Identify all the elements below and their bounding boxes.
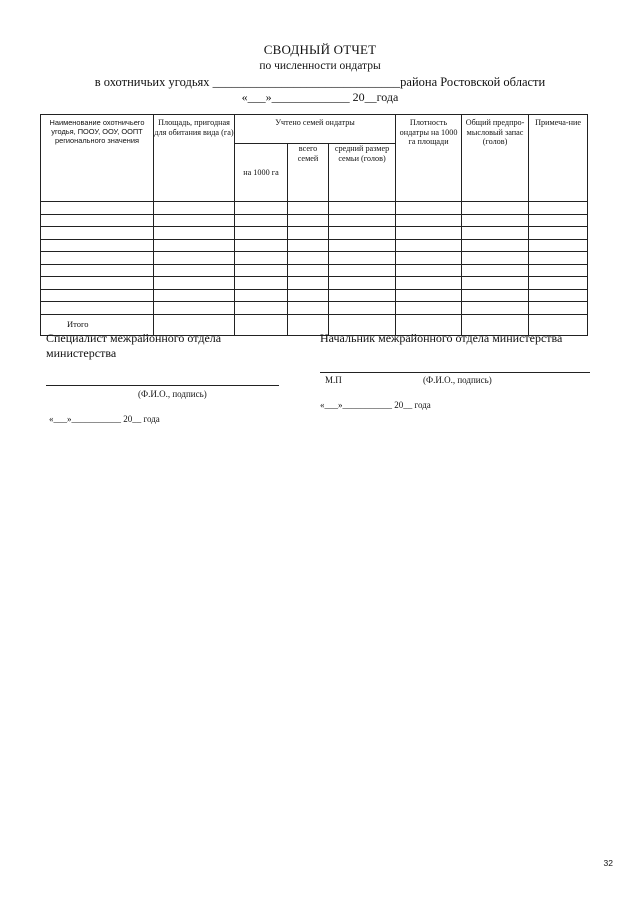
- table-cell: [41, 214, 154, 227]
- report-table: [40, 114, 588, 336]
- table-cell: [288, 252, 329, 265]
- table-cell: [154, 277, 235, 290]
- table-cell: [396, 202, 462, 215]
- table-cell: [396, 227, 462, 240]
- table-cell: [329, 214, 396, 227]
- table-row: [41, 289, 588, 302]
- total-label: Итого: [41, 314, 154, 335]
- table-cell: [462, 264, 529, 277]
- table-row: [41, 252, 588, 265]
- table-cell: [396, 214, 462, 227]
- table-row: [41, 302, 588, 315]
- header-name: Наименование охотничьего угодья, ПООУ, ООУ, ООПТ регионального значения: [49, 118, 145, 145]
- mp-label: М.П: [325, 375, 342, 385]
- table-cell: [288, 239, 329, 252]
- table-cell: [396, 277, 462, 290]
- table-cell: [529, 289, 588, 302]
- table-cell: [529, 252, 588, 265]
- table-cell: [288, 277, 329, 290]
- table-cell: [154, 227, 235, 240]
- table-cell: [288, 264, 329, 277]
- table-cell: [329, 239, 396, 252]
- left-signature-line: [46, 385, 279, 386]
- header-total: всего семей: [297, 144, 319, 163]
- table-row: [41, 214, 588, 227]
- table-cell: [529, 227, 588, 240]
- table-cell: [288, 302, 329, 315]
- table-cell: [529, 277, 588, 290]
- table-cell: [529, 302, 588, 315]
- table-cell: [462, 252, 529, 265]
- table-cell: [329, 227, 396, 240]
- table-cell: [154, 302, 235, 315]
- table-cell: [462, 239, 529, 252]
- header-note: Примеча-ние: [535, 118, 581, 127]
- right-signer-title: Начальник межрайонного отдела министерства: [320, 331, 563, 345]
- table-cell: [41, 202, 154, 215]
- table-cell: [529, 214, 588, 227]
- table-row: [41, 227, 588, 240]
- table-cell: [396, 239, 462, 252]
- table-cell: [41, 302, 154, 315]
- table-cell: [529, 202, 588, 215]
- table-cell: [329, 277, 396, 290]
- table-row: [41, 277, 588, 290]
- table-cell: [235, 252, 288, 265]
- table-cell: [462, 214, 529, 227]
- table-cell: [41, 227, 154, 240]
- header-group: Учтено семей ондатры: [275, 118, 355, 127]
- header-row-1: [41, 115, 588, 144]
- table-cell: [235, 202, 288, 215]
- date-line: «___»_____________ 20__года: [241, 90, 399, 104]
- table-cell: [462, 227, 529, 240]
- report-title: СВОДНЫЙ ОТЧЕТ: [263, 42, 377, 57]
- location-line: в охотничьих угодьях ______________________________района Ростовской области: [94, 75, 546, 89]
- table-cell: [329, 289, 396, 302]
- table-cell: [41, 252, 154, 265]
- header-avg: средний размер семьи (голов): [334, 144, 390, 163]
- header-area: Площадь, пригодная для обитания вида (га): [154, 118, 234, 137]
- table-cell: [462, 302, 529, 315]
- table-cell: [154, 202, 235, 215]
- header-stock: Общий предпро-мысловый запас (голов): [465, 118, 525, 147]
- table-cell: [396, 302, 462, 315]
- table-body: [41, 115, 588, 336]
- table-cell: [235, 264, 288, 277]
- table-cell: [235, 302, 288, 315]
- page-number: 32: [603, 858, 613, 868]
- table-cell: [154, 214, 235, 227]
- table-cell: [235, 214, 288, 227]
- table-row: [41, 239, 588, 252]
- right-date: «___»___________ 20__ года: [320, 400, 431, 410]
- table-cell: [329, 264, 396, 277]
- table-cell: [329, 202, 396, 215]
- table-cell: [41, 289, 154, 302]
- table-cell: [235, 227, 288, 240]
- header-per1000: на 1000 га: [243, 167, 279, 177]
- table-cell: [529, 264, 588, 277]
- table-cell: [154, 239, 235, 252]
- table-cell: [329, 252, 396, 265]
- table-cell: [288, 289, 329, 302]
- left-signer-title: Специалист межрайонного отдела министерства: [46, 331, 222, 360]
- table-cell: [235, 289, 288, 302]
- right-signature-line: [320, 372, 590, 373]
- header-density: Плотность ондатры на 1000 га площади: [399, 118, 458, 147]
- table-cell: [41, 239, 154, 252]
- table-cell: [462, 289, 529, 302]
- right-fio-label: (Ф.И.О., подпись): [423, 375, 492, 385]
- table-cell: [529, 239, 588, 252]
- table-row: [41, 202, 588, 215]
- table-cell: [288, 227, 329, 240]
- table-cell: [462, 277, 529, 290]
- table-cell: [154, 289, 235, 302]
- table-cell: [235, 277, 288, 290]
- left-fio-label: (Ф.И.О., подпись): [138, 389, 207, 399]
- report-subtitle: по численности ондатры: [259, 60, 381, 72]
- table-cell: [396, 264, 462, 277]
- table-cell: [41, 277, 154, 290]
- table-cell: [462, 202, 529, 215]
- table-cell: [154, 264, 235, 277]
- table-cell: [154, 252, 235, 265]
- table-row: [41, 264, 588, 277]
- table-cell: [396, 289, 462, 302]
- table-cell: [235, 239, 288, 252]
- table-cell: [288, 214, 329, 227]
- table-cell: [41, 264, 154, 277]
- table-cell: [396, 252, 462, 265]
- left-date: «___»___________ 20__ года: [49, 414, 160, 424]
- table-cell: [288, 202, 329, 215]
- table-cell: [329, 302, 396, 315]
